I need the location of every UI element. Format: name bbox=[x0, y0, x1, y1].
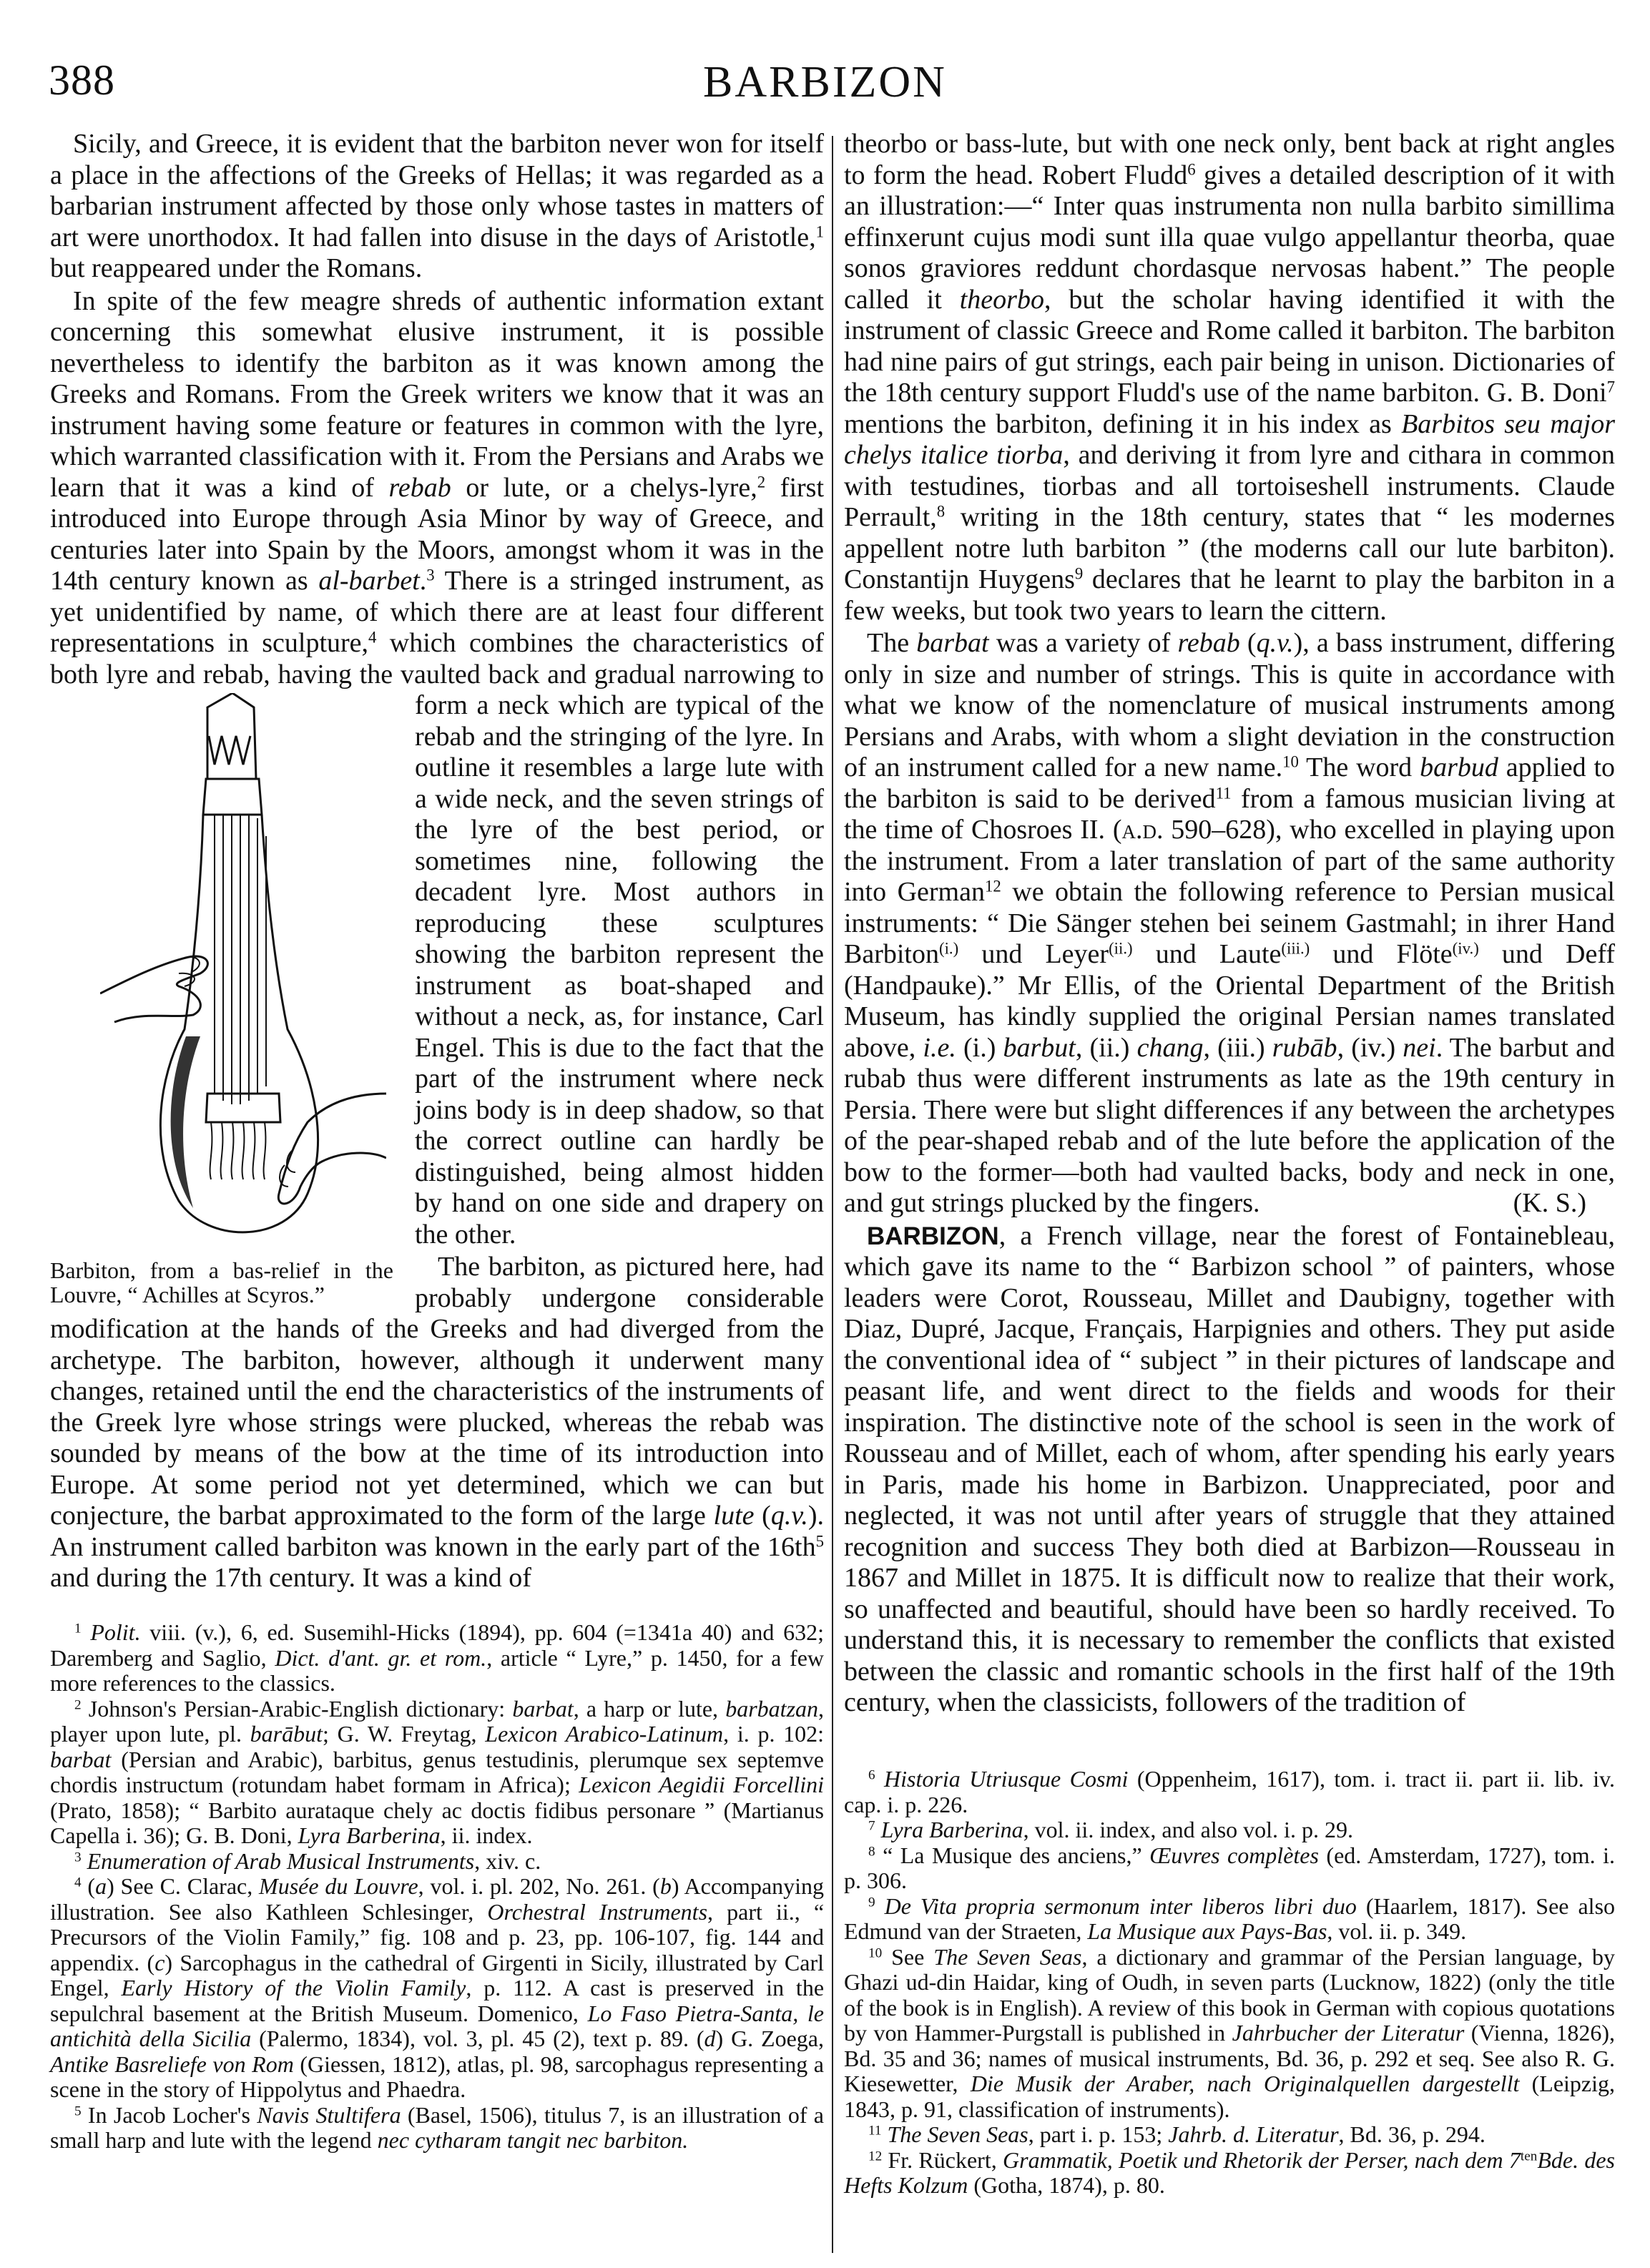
text-run: , but the scholar having identified it with the instrument of classic Greece and Rome called it barbiton. The barbiton had nine pairs of gut strings, each pair being in unison. Dictionaries of the 18th century support Fludd's use of the name barbiton. G. B. Doni bbox=[844, 284, 1615, 408]
text-run: , article “ Lyre,” p. 1450, for a few more references to the classics. bbox=[50, 1644, 825, 1696]
superscript: 2 bbox=[757, 472, 766, 491]
text-run: from a famous musician living at the time of Chosroes II. ( bbox=[844, 783, 1615, 845]
paragraph bbox=[50, 690, 824, 1307]
italic-text: barbat bbox=[50, 1746, 112, 1772]
superscript: (iii.) bbox=[1281, 939, 1310, 958]
italic-text: Œuvres complètes bbox=[1149, 1842, 1319, 1868]
text-run: and during the 17th century. It was a kind of bbox=[50, 1563, 531, 1593]
superscript: 9 bbox=[868, 1894, 875, 1910]
italic-text: Bde. des Hefts Kolzum bbox=[844, 2146, 1616, 2198]
text-run: , part ii., “ Precursors of the Violin Family,” fig. 108 and p. 23, pp. 106-107, fig. 144 and appendix. ( bbox=[50, 1898, 825, 1975]
text-run: , vol. i. pl. 202, No. 261. ( bbox=[418, 1873, 660, 1899]
text-run: (Prato, 1858); “ Barbito aurataque chely ac doctis fidibus personare ” (Martianus Capella i. 36); G. B. Doni, bbox=[50, 1797, 824, 1848]
text-run bbox=[875, 1817, 881, 1842]
italic-text: i.e. bbox=[923, 1032, 956, 1063]
text-run: und Deff (Handpauke).” Mr Ellis, of the Oriental Department of the British Museum, has kindly supplied the original Persian names translated above, bbox=[844, 939, 1615, 1063]
barbiton-illustration bbox=[100, 693, 386, 1251]
text-run: ( bbox=[1239, 628, 1257, 658]
text-run: , Bd. 36, p. 294. bbox=[1338, 2121, 1486, 2147]
footnote bbox=[844, 1767, 1615, 1817]
italic-text: La Musique aux Pays-Bas bbox=[1087, 1918, 1327, 1944]
text-run: (ed. Amsterdam, 1727), tom. i. p. 306. bbox=[844, 1842, 1616, 1893]
text-run: (Palermo, 1834), vol. 3, pl. 45 (2), text p. 89. ( bbox=[251, 2026, 704, 2051]
text-run: , and deriving it from lyre and cithara in common with testudines, tiorbas and all tortoiseshell instruments. Claude Perrault, bbox=[844, 440, 1615, 532]
footnotes-right bbox=[844, 1767, 1615, 2199]
text-run: “ La Musique des anciens,” bbox=[875, 1842, 1150, 1868]
text-run: Johnson's Persian-Arabic-English dictionary: bbox=[81, 1695, 513, 1722]
italic-text: Lexicon Arabico-Latinum bbox=[485, 1721, 724, 1747]
superscript: 3 bbox=[74, 1849, 82, 1865]
text-run: (Gotha, 1874), p. 80. bbox=[968, 2172, 1165, 2198]
text-run: In spite of the few meagre shreds of authentic information extant concerning this somewhat elusive instrument, it is possible nevertheless to identify the barbiton as it was known among the Greeks and Romans. From the Greek writers we know that it was an instrument having some feature or features in common with the lyre, which warranted classification with it. From the Persians and Arabs we learn that it was a kind of bbox=[50, 285, 824, 503]
superscript: 4 bbox=[74, 1875, 82, 1890]
superscript: 11 bbox=[868, 2123, 882, 2139]
text-run: See bbox=[882, 1943, 934, 1970]
text-run bbox=[875, 1766, 884, 1792]
text-run: The word bbox=[1298, 752, 1420, 782]
text-run: und Leyer bbox=[958, 939, 1109, 969]
italic-text: barbatzan bbox=[725, 1695, 819, 1722]
text-run: , vol. ii. p. 349. bbox=[1327, 1918, 1467, 1944]
italic-text: Antike Basreliefe von Rom bbox=[50, 2051, 294, 2077]
paragraph bbox=[50, 129, 824, 285]
superscript: 11 bbox=[1215, 783, 1232, 802]
text-run: first introduced into Europe through Asia Minor by way of Greece, and centuries later into Spain by the Moors, amongst whom it was in the 14th century known as bbox=[50, 472, 825, 596]
text-run: , xiv. c. bbox=[474, 1847, 541, 1874]
superscript: 6 bbox=[868, 1767, 875, 1783]
text-run: There is a stringed instrument, as yet unidentified by name, of which there are at least four different representations in sculpture, bbox=[50, 566, 824, 658]
italic-text: nei bbox=[1403, 1032, 1436, 1063]
text-run: , ii. index. bbox=[440, 1822, 533, 1848]
italic-text: Historia Utriusque Cosmi bbox=[884, 1766, 1129, 1792]
superscript: 8 bbox=[936, 502, 946, 521]
text-run: 590–628), who excelled in playing upon the instrument. From a later translation of part of the same authority into German bbox=[844, 815, 1615, 907]
figure-caption: Barbiton, from a bas-relief in the Louvre, “ Achilles at Scyros.” bbox=[50, 1257, 393, 1307]
paragraph bbox=[844, 628, 1615, 1219]
superscript: 9 bbox=[1074, 564, 1084, 583]
text-run: writing in the 18th century, states that “ les modernes appellent notre luth barbiton ” (the moderns call our lute barbiton). Constantijn Huygens bbox=[844, 502, 1615, 594]
italic-text: De Vita propria sermonum inter liberos libri duo bbox=[884, 1893, 1357, 1919]
superscript: 5 bbox=[74, 2103, 82, 2119]
superscript: 2 bbox=[74, 1697, 82, 1712]
superscript: 10 bbox=[868, 1945, 883, 1960]
paragraph bbox=[844, 129, 1615, 627]
text-run: (Giessen, 1812), atlas, pl. 98, sarcophagus representing a scene in the story of Hippolytus and Phaedra. bbox=[50, 2051, 825, 2102]
text-run: ) See C. Clarac, bbox=[107, 1873, 260, 1899]
italic-text: Lo Faso Pietra-Santa, le antichità della Sicilia bbox=[50, 2000, 825, 2051]
text-run: gives a detailed description of it with an illustration:—“ Inter quas instrumenta non nulla barbito simillima effinxerunt cujus modi sunt illa quae vulgo appellantur theorba, quae sonos graviores reddunt chordasque nervosas habent.” The people called it bbox=[844, 159, 1615, 315]
superscript: 1 bbox=[74, 1621, 82, 1636]
text-run: , (iv.) bbox=[1337, 1032, 1403, 1063]
footnote bbox=[844, 2148, 1615, 2199]
text-run: In Jacob Locher's bbox=[81, 2101, 257, 2128]
superscript: 3 bbox=[426, 566, 435, 584]
italic-text: Lyra Barberina bbox=[298, 1822, 441, 1848]
italic-text: Die Musik der Araber, nach Originalquellen dargestellt bbox=[970, 2071, 1520, 2096]
italic-text: d bbox=[704, 2026, 716, 2051]
italic-text: rebab bbox=[1177, 628, 1240, 658]
left-column bbox=[50, 129, 824, 1594]
text-run: ( bbox=[81, 1873, 96, 1899]
text-run: . bbox=[419, 566, 427, 596]
text-run: , a dictionary and grammar of the Persian language, by Ghazi ud-din Haidar, king of Oudh, in seven parts (Lucknow, 1822) (only the title of the book is in English). A review of this book in German with copious quotations by von Hammer-Purgstall is published in bbox=[844, 1943, 1616, 2046]
italic-text: Enumeration of Arab Musical Instruments bbox=[87, 1847, 475, 1874]
text-run bbox=[82, 1619, 91, 1645]
italic-text: Lexicon Aegidii Forcellini bbox=[579, 1772, 825, 1797]
text-run: ) Sarcophagus in the cathedral of Girgenti in Sicily, illustrated by Carl Engel, bbox=[50, 1949, 825, 2001]
running-head: BARBIZON bbox=[703, 58, 947, 107]
author-initials: (K. S.) bbox=[1513, 1188, 1586, 1218]
superscript: 1 bbox=[815, 222, 824, 240]
italic-text: Jahrb. d. Literatur bbox=[1168, 2121, 1339, 2147]
superscript: 5 bbox=[815, 1531, 824, 1550]
text-run: , i. p. 102: bbox=[723, 1721, 825, 1747]
italic-text: Grammatik, Poetik und Rhetorik der Perser, nach dem 7 bbox=[1003, 2146, 1521, 2173]
italic-text: Navis Stultifera bbox=[257, 2101, 401, 2128]
superscript: ten bbox=[1520, 2148, 1538, 2164]
column-rule bbox=[832, 136, 833, 2253]
text-run bbox=[875, 1893, 885, 1919]
italic-text: theorbo bbox=[959, 284, 1044, 315]
italic-text: Polit. bbox=[90, 1619, 141, 1645]
text-run: applied to the barbiton is said to be derived bbox=[844, 752, 1616, 814]
text-run: (Haarlem, 1817). See also Edmund van der Straeten, bbox=[844, 1893, 1616, 1944]
text-run: Sicily, and Greece, it is evident that the barbiton never won for itself a place in the affections of the Greeks of Hellas; it was regarded as a barbarian instrument affected by those only whose tastes in matters of art were unorthodox. It had fallen into disuse in the days of Aristotle, bbox=[50, 129, 824, 252]
italic-text: c bbox=[154, 1949, 165, 1975]
italic-text: barābut bbox=[250, 1721, 323, 1747]
text-run: (i.) bbox=[956, 1032, 1003, 1063]
superscript: 7 bbox=[1606, 378, 1615, 396]
footnote bbox=[844, 2122, 1615, 2148]
footnote bbox=[50, 2103, 824, 2154]
footnote bbox=[50, 1697, 824, 1849]
footnote bbox=[844, 1817, 1615, 1843]
italic-text: Dict. d'ant. gr. et rom. bbox=[275, 1644, 487, 1671]
italic-text: rubāb bbox=[1272, 1032, 1337, 1063]
italic-text: b bbox=[659, 1873, 672, 1899]
right-column bbox=[844, 129, 1615, 1719]
footnote bbox=[844, 1945, 1615, 2123]
italic-text: barbut bbox=[1003, 1032, 1076, 1063]
italic-text: a bbox=[95, 1873, 107, 1899]
text-run: und Laute bbox=[1132, 939, 1282, 969]
barbiton-figure bbox=[50, 693, 402, 1314]
text-run: (Basel, 1506), titulus 7, is an illustration of a small harp and lute with the legend bbox=[50, 2101, 825, 2153]
text-run: ) Accompanying illustration. See also Kathleen Schlesinger, bbox=[50, 1873, 825, 1925]
text-run: , player upon lute, pl. bbox=[50, 1695, 825, 1747]
italic-text: Early History of the Violin Family bbox=[121, 1975, 466, 2001]
italic-text: q.v. bbox=[1256, 628, 1294, 658]
italic-text: Lyra Barberina bbox=[880, 1817, 1023, 1842]
footnote bbox=[50, 1620, 824, 1697]
text-run: The barbiton, as pictured here, had probably undergone considerable modification at the hands of the Greeks and had diverged from the archetype. The barbiton, however, although it underwent many changes, retained until the end the characteristics of the instruments of the Greek lyre whose strings were plucked, whereas the rebab was sounded by means of the bow at the time of its introduction into Europe. At some period not yet determined, which we can but conjecture, the barbat approximated to the form of the large bbox=[50, 1252, 824, 1531]
footnote bbox=[844, 1843, 1615, 1894]
footnote bbox=[844, 1894, 1615, 1945]
text-run: , a harp or lute, bbox=[573, 1695, 726, 1722]
text-run: ), a bass instrument, differing only in size and number of strings. This is quite in accordance with what we know of the nomenclature of musical instruments among Persians and Arabs, with whom a slight deviation in the construction of an instrument called for a new name. bbox=[844, 628, 1615, 782]
superscript: 4 bbox=[368, 628, 377, 647]
article-barbizon bbox=[844, 1221, 1615, 1719]
text-run: we obtain the following reference to Persian musical instruments: “ Die Sänger stehen bei seinem Gastmahl; in ihrer Hand Barbiton bbox=[844, 877, 1615, 969]
italic-text: rebab bbox=[388, 472, 451, 503]
text-run: , vol. ii. index, and also vol. i. p. 29. bbox=[1023, 1817, 1353, 1842]
italic-text: al-barbet bbox=[318, 566, 420, 596]
superscript: (iv.) bbox=[1452, 939, 1479, 958]
italic-text: barbat bbox=[916, 628, 989, 658]
text-run: (Leipzig, 1843, p. 91, classification of instruments). bbox=[844, 2071, 1616, 2122]
text-run: ). An instrument called barbiton was known in the early part of the 16th bbox=[50, 1501, 825, 1562]
italic-text: The Seven Seas bbox=[933, 1943, 1082, 1970]
text-run: , part i. p. 153; bbox=[1028, 2121, 1169, 2147]
italic-text: barbat bbox=[512, 1695, 574, 1722]
small-caps-text: a.d. bbox=[1121, 815, 1164, 845]
italic-text: The Seven Seas bbox=[887, 2121, 1028, 2147]
text-run: ( bbox=[754, 1501, 771, 1531]
superscript: 7 bbox=[868, 1818, 875, 1834]
italic-text: Musée du Louvre bbox=[259, 1873, 418, 1899]
text-run: viii. (v.), 6, ed. Susemihl-Hicks (1894), pp. 604 (=1341a 40) and 632; Daremberg and Saglio, bbox=[50, 1619, 825, 1671]
text-run: theorbo or bass-lute, but with one neck only, bent back at right angles to form the head. Robert Fludd bbox=[844, 129, 1615, 190]
text-run: ; G. W. Freytag, bbox=[323, 1721, 486, 1747]
italic-text: lute bbox=[713, 1501, 755, 1531]
superscript: 10 bbox=[1282, 752, 1299, 771]
footnotes-left bbox=[50, 1620, 824, 2154]
superscript: 8 bbox=[868, 1843, 875, 1859]
superscript: (ii.) bbox=[1109, 939, 1133, 958]
italic-text: Jahrbucher der Literatur bbox=[1232, 2020, 1465, 2046]
text-run: , a French village, near the forest of Fontainebleau, which gave its name to the “ Barbizon school ” of painters, whose leaders were Corot, Rousseau, Millet and Daubigny, together with Diaz, Dupré, Jacque, Français, Harpignies and others. They put aside the conventional idea of “ subject ” in their pictures of landscape and peasant life, and went direct to the fields and woods for their inspiration. The distinctive note of the school is seen in the work of Rousseau and of Millet, each of whom, after spending his early years in Paris, made his home in Barbizon. Unappreciated, poor and neglected, it was not until after years of struggle that they attained recognition and success They both died at Barbizon—Rousseau in 1867 and Millet in 1875. It is difficult now to realize that their work, so unaffected and beautiful, should have been so hardly received. To understand this, it is necessary to remember the conflicts that existed between the classic and romantic schools in the first half of the 19th century, when the classicists, followers of the tradition of bbox=[844, 1220, 1615, 1717]
italic-text: Barbitos seu major chelys italice tiorba bbox=[844, 408, 1615, 470]
text-run: ) G. Zoega, bbox=[715, 2026, 825, 2051]
text-run: declares that he learnt to play the barbiton in a few weeks, but took two years to learn the cittern. bbox=[844, 564, 1616, 626]
footnote bbox=[50, 1874, 824, 2103]
italic-text: Orchestral Instruments bbox=[487, 1898, 708, 1925]
text-run: mentions the barbiton, defining it in his index as bbox=[844, 408, 1402, 439]
italic-text: nec cytharam tangit nec barbiton. bbox=[377, 2127, 689, 2153]
italic-text: q.v. bbox=[770, 1501, 808, 1531]
text-run: The bbox=[867, 628, 917, 658]
superscript: 6 bbox=[1187, 159, 1196, 178]
headword: BARBIZON bbox=[867, 1222, 999, 1250]
text-run: . The barbut and rubab thus were different instruments as late as the 19th century in Persia. There were but slight differences if any between the archetypes of the pear-shaped rebab and of the lute before the application of the bow to the former—both had vaulted backs, body and neck in one, and gut strings plucked by the fingers. bbox=[844, 1032, 1615, 1218]
superscript: 12 bbox=[868, 2148, 883, 2164]
text-run: was a variety of bbox=[988, 628, 1178, 658]
text-run: or lute, or a chelys-lyre, bbox=[451, 472, 757, 503]
text-run: form a neck which are typical of the rebab and the stringing of the lyre. In outline it resembles a large lute with a wide neck, and the seven strings of the lyre of the best period, or sometimes nine, following the decadent lyre. Most authors in reproducing these sculptures showing the barbiton represent the instrument as boat-shaped and without a neck, as, for instance, Carl Engel. This is due to the fact that the part of the instrument where neck joins body is in deep shadow, so that the correct outline can hardly be distinguished, being almost hidden by hand on one side and drapery on the other. bbox=[415, 690, 824, 1250]
superscript: (i.) bbox=[938, 939, 959, 958]
text-run: , p. 112. A cast is preserved in the sepulchral basement at the British Museum. Domenico, bbox=[50, 1975, 825, 2026]
footnote bbox=[50, 1849, 824, 1875]
italic-text: chang bbox=[1136, 1032, 1204, 1063]
page-number: 388 bbox=[49, 57, 115, 104]
text-run: but reappeared under the Romans. bbox=[50, 253, 423, 283]
text-run bbox=[82, 1848, 87, 1874]
text-run: (Vienna, 1826), Bd. 35 and 36; names of musical instruments, Bd. 36, p. 292 et seq. See also R. G. Kiesewetter, bbox=[844, 2020, 1615, 2096]
paragraph bbox=[50, 286, 824, 691]
italic-text: barbud bbox=[1420, 752, 1498, 782]
text-run: , (ii.) bbox=[1075, 1032, 1137, 1063]
text-run: (Oppenheim, 1617), tom. i. tract ii. part ii. lib. iv. cap. i. p. 226. bbox=[844, 1766, 1615, 1817]
text-run: (Persian and Arabic), barbitus, genus testudinis, plerumque sex septemve chordis instructum (rotundam habet formam in Africa); bbox=[50, 1746, 824, 1797]
text-run: Fr. Rückert, bbox=[882, 2146, 1003, 2173]
superscript: 12 bbox=[984, 877, 1001, 895]
text-run: , (iii.) bbox=[1203, 1032, 1272, 1063]
text-run: which combines the characteristics of both lyre and rebab, having the vaulted back and gradual narrowing to bbox=[50, 628, 824, 689]
text-run: und Flöte bbox=[1310, 939, 1453, 969]
